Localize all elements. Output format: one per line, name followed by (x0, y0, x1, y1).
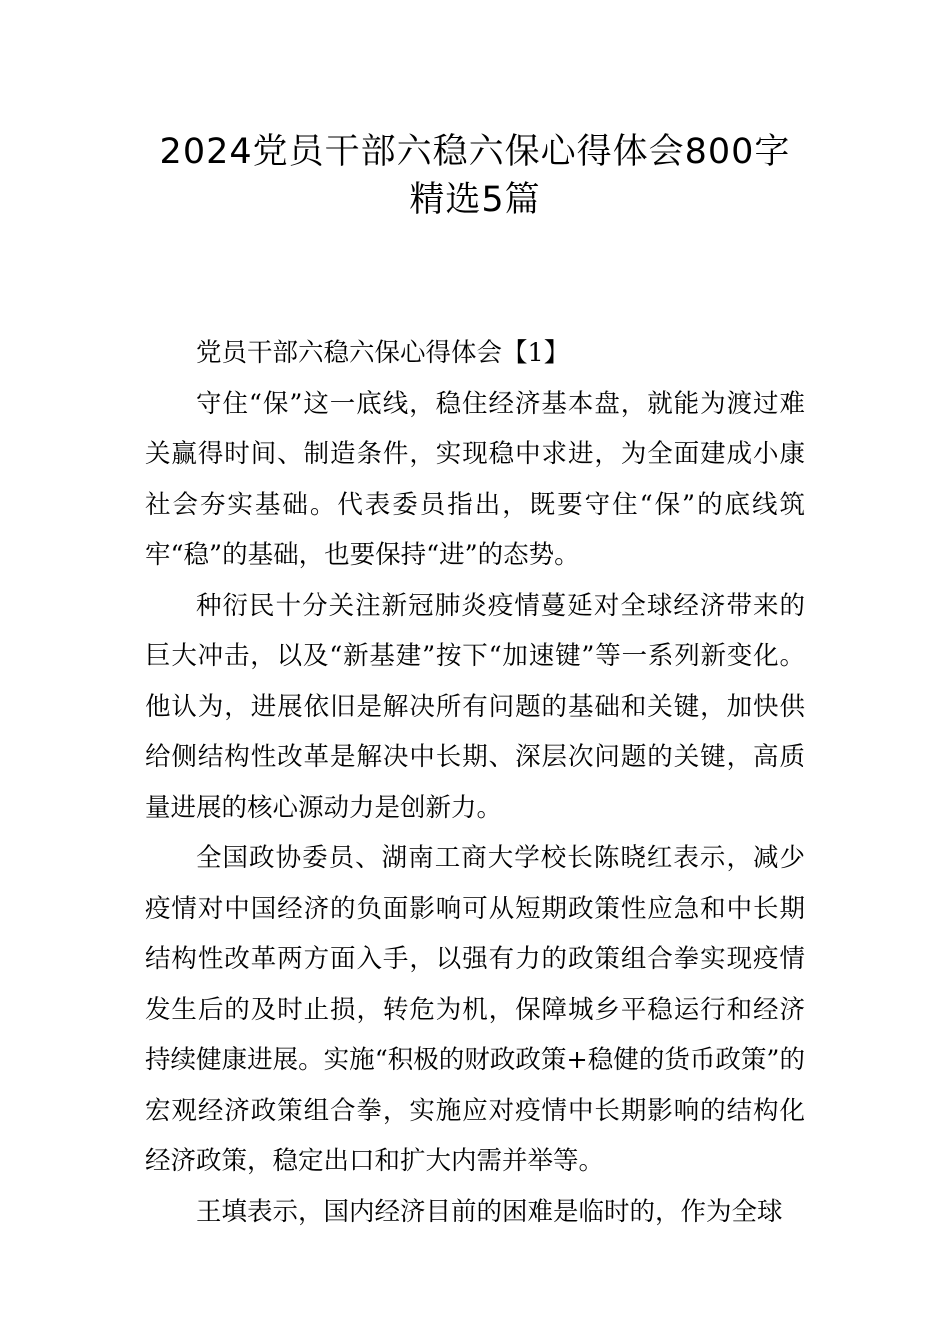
paragraph-2: 种衍民十分关注新冠肺炎疫情蔓延对全球经济带来的巨大冲击，以及“新基建”按下“加速键”等一系列新变化。他认为，进展依旧是解决所有问题的基础和关键，加快供给侧结构性改革是解决中长期、深层次问题的关键，高质量进展的核心源动力是创新力。 (145, 590, 805, 823)
document-body (145, 328, 805, 1237)
paragraph-4: 王填表示，国内经济目前的困难是临时的，作为全球 (196, 1196, 783, 1227)
section-heading: 党员干部六稳六保心得体会【1】 (196, 338, 570, 368)
title-line-2: 精选5篇 (409, 180, 541, 220)
title-line-1: 2024党员干部六稳六保心得体会800字 (159, 132, 791, 172)
document-title (100, 128, 850, 224)
paragraph-3: 全国政协委员、湖南工商大学校长陈晓红表示，减少疫情对中国经济的负面影响可从短期政策性应急和中长期结构性改革两方面入手，以强有力的政策组合拳实现疫情发生后的及时止损，转危为机，保障城乡平稳运行和经济持续健康进展。实施“积极的财政政策+稳健的货币政策”的宏观经济政策组合拳，实施应对疫情中长期影响的结构化经济政策，稳定出口和扩大内需并举等。 (145, 843, 805, 1176)
paragraph-1: 守住“保”这一底线，稳住经济基本盘，就能为渡过难关赢得时间、制造条件，实现稳中求进，为全面建成小康社会夯实基础。代表委员指出，既要守住“保”的底线筑牢“稳”的基础，也要保持“进”的态势。 (145, 388, 805, 570)
